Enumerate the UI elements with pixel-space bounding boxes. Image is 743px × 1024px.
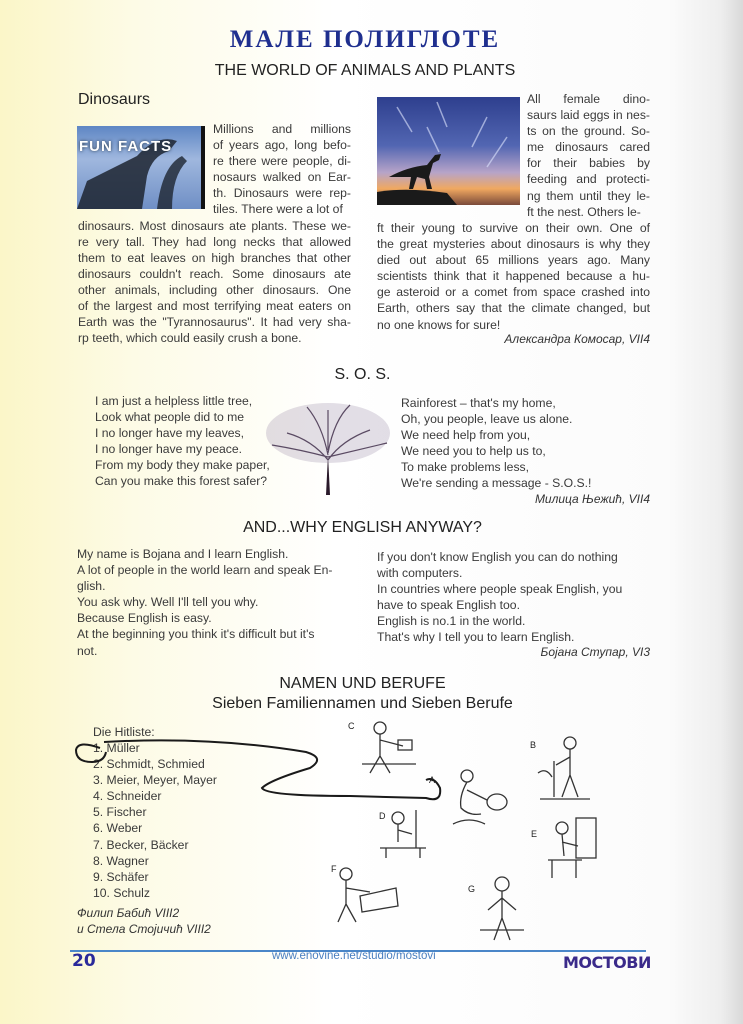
text-line: 9. Schäfer (93, 869, 149, 884)
text-line: Earth was the "Tyrannosaurus". It had very sha- (78, 315, 351, 330)
text-line: At the beginning you think it's difficult but it's (77, 627, 315, 642)
text-line: rp teeth, which could easily crush a bone. (78, 331, 302, 346)
footer-url[interactable]: www.enovine.net/studio/mostovi (272, 950, 436, 962)
text-line: glish. (77, 579, 106, 594)
sos-heading: S. O. S. (334, 366, 391, 383)
german-authors (77, 905, 211, 937)
text-line: To make problems less, (401, 460, 530, 475)
figure-label-g: G (468, 884, 476, 894)
text-line: them to eat leaves on high branches that other (78, 250, 351, 265)
text-line: tiles. There were a lot of (213, 202, 343, 217)
text-line: 5. Fischer (93, 805, 147, 820)
text-line: 3. Meier, Meyer, Mayer (93, 773, 217, 788)
magazine-section-title: МАЛЕ ПОЛИГЛОТЕ (229, 26, 501, 53)
german-subheading: Sieben Familiennamen und Sieben Berufe (212, 695, 513, 712)
text-line: English is no.1 in the world. (377, 614, 526, 629)
text-line: ng them until they le- (527, 188, 650, 203)
english-author: Бојана Ступар, VI3 (540, 645, 650, 659)
text-line: have to speak English too. (377, 598, 520, 613)
text-line: no one knows for sure! (377, 317, 501, 332)
dinosaurs-heading: Dinosaurs (78, 91, 151, 108)
english-text-right (377, 549, 650, 646)
figure-b-illustration (532, 733, 592, 801)
text-line: ge asteroid or a comet from space crashed into (377, 285, 650, 300)
text-line: We're sending a message - S.O.S.! (401, 476, 592, 491)
text-line: I am just a helpless little tree, (95, 394, 253, 408)
text-line: That's why I tell you to learn English. (377, 630, 575, 645)
dinosaurs-text-beside-image-2 (527, 91, 650, 220)
text-line: with computers. (377, 566, 463, 581)
text-line: other animals, including other dinosaurs. One (78, 282, 351, 297)
sos-author: Милица Њежић, VII4 (534, 492, 650, 506)
text-line: I no longer have my leaves, (95, 426, 245, 441)
text-line: ft the nest. Others le- (527, 204, 641, 219)
text-line: Филип Бабић VIII2 (77, 906, 180, 920)
fun-facts-dinosaur-image (77, 126, 205, 209)
figure-label-a: A (429, 775, 436, 785)
text-line: re there were people, di- (213, 154, 351, 169)
figure-label-b: B (530, 740, 537, 750)
sos-poem-right (401, 395, 591, 492)
english-heading: AND...WHY ENGLISH ANYWAY? (243, 519, 482, 536)
image-caption-text: FUN FACTS (79, 138, 173, 155)
figure-label-c: C (348, 721, 355, 731)
text-line: From my body they make paper, (95, 458, 270, 473)
text-line: me dinosaurs cared (527, 140, 650, 155)
text-line: Can you make this forest safer? (95, 474, 268, 489)
figure-e-illustration (542, 812, 602, 882)
dinosaurs-text-right (377, 220, 650, 333)
text-line: In countries where people speak English, you (377, 582, 623, 597)
text-line: We need you to help us to, (401, 444, 546, 459)
text-line: 10. Schulz (93, 885, 150, 900)
text-line: died out about 65 millions years ago. Many (377, 253, 650, 268)
english-text-left (77, 546, 350, 659)
text-line: 8. Wagner (93, 853, 149, 868)
text-line: We need help from you, (401, 428, 531, 443)
text-line: I no longer have my peace. (95, 442, 243, 457)
text-line: You ask why. Well I'll tell you why. (77, 595, 259, 610)
dinosaurs-text-beside-image (213, 121, 351, 218)
text-line: 7. Becker, Bäcker (93, 837, 189, 852)
text-line: scientists think that it happened because a hu- (377, 269, 650, 284)
text-line: My name is Bojana and I learn English. (77, 547, 289, 561)
text-line: Look what people did to me (95, 410, 245, 425)
text-line: not. (77, 643, 98, 658)
figure-label-f: F (331, 864, 337, 874)
text-line: ft their young to survive on their own. One of (377, 221, 650, 235)
text-line: ts on the ground. So- (527, 124, 650, 139)
dinosaur-sunset-image (377, 97, 520, 205)
figure-g-illustration (476, 874, 528, 944)
text-line: th. Dinosaurs were rep- (213, 186, 351, 201)
text-line: nosaurs walked on Ear- (213, 170, 351, 185)
text-line: of the largest and most terrifying meat eaters on (78, 299, 351, 314)
text-line: и Стела Стојичић VIII2 (77, 922, 211, 936)
text-line: Millions and millions (213, 122, 351, 136)
text-line: A lot of people in the world learn and speak En- (77, 563, 333, 578)
text-line: dinosaurs. Most dinosaurs ate plants. These we- (78, 218, 351, 233)
hitliste-heading: Die Hitliste: (93, 725, 155, 739)
dinosaurs-author: Александра Комосар, VII4 (504, 332, 650, 346)
text-line: If you don't know English you can do nothing (377, 550, 618, 564)
text-line: re very tall. They had long necks that allowed (78, 234, 351, 249)
figure-label-d: D (379, 811, 386, 821)
text-line: dinosaurs couldn't reach. Some dinosaurs ate (78, 266, 351, 281)
text-line: Because English is easy. (77, 611, 212, 626)
text-line: 4. Schneider (93, 789, 162, 804)
dinosaurs-text-left (78, 218, 351, 347)
figure-d-illustration (376, 808, 432, 860)
text-line: 2. Schmidt, Schmied (93, 757, 205, 772)
bare-tree-illustration (262, 395, 394, 495)
text-line: Oh, you people, leave us alone. (401, 412, 573, 427)
text-line: Earth, others say that the climate changed, but (377, 301, 650, 316)
text-line: feeding and protecti- (527, 172, 650, 187)
text-line: the great mysteries about dinosaurs is why they (377, 237, 650, 252)
german-heading: NAMEN UND BERUFE (279, 675, 446, 692)
page-number: 20 (72, 951, 96, 971)
figure-label-e: E (531, 829, 538, 839)
text-line: of years ago, long befo- (213, 138, 351, 153)
magazine-brand-logo: МОСТОВИ (563, 953, 651, 972)
sos-poem-left (95, 393, 270, 490)
text-line: saurs laid eggs in nes- (527, 108, 650, 123)
text-line: All female dino- (527, 92, 650, 106)
text-line: Rainforest – that's my home, (401, 396, 556, 410)
text-line: for their babies by (527, 156, 650, 171)
text-line: 1. Müller (93, 741, 140, 755)
page-subtitle: THE WORLD OF ANIMALS AND PLANTS (214, 62, 516, 79)
handwritten-matching-line (70, 728, 460, 808)
figure-f-illustration (326, 862, 400, 924)
text-line: 6. Weber (93, 821, 143, 836)
